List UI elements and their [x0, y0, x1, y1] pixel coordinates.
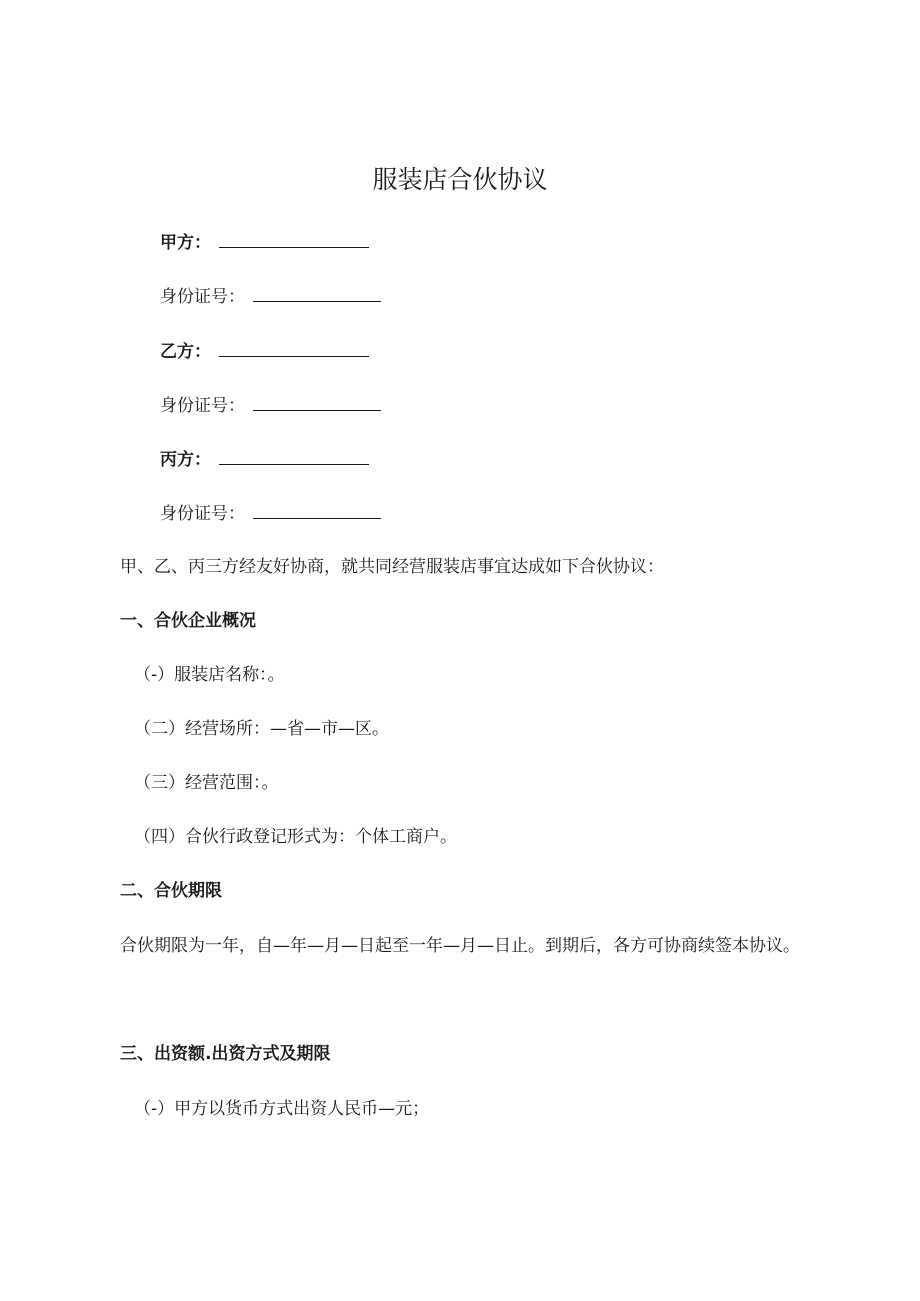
party-a-id-blank [253, 283, 381, 302]
section-2-paragraph: 合伙期限为一年，自—年—月—日起至一年—月—日止。到期后，各方可协商续签本协议。 [120, 936, 800, 956]
party-c-id-label: 身份证号： [160, 504, 245, 524]
party-c-name-blank [219, 446, 369, 465]
section-1-item-1: （-）服装店名称：。 [134, 665, 285, 685]
section-1-item-2: （二）经营场所：—省—市—区。 [134, 719, 389, 739]
party-b-id-label: 身份证号： [160, 396, 245, 416]
party-c-row [160, 446, 369, 473]
party-b-id-blank [253, 392, 381, 411]
section-1-heading: 一、合伙企业概况 [120, 611, 256, 631]
party-a-id-row [160, 283, 381, 310]
party-b-label: 乙方： [160, 342, 211, 362]
section-3-heading: 三、出资额.出资方式及期限 [120, 1044, 331, 1064]
party-a-id-label: 身份证号： [160, 287, 245, 307]
party-c-label: 丙方： [160, 450, 211, 470]
party-c-id-blank [253, 500, 381, 519]
section-2-heading: 二、合伙期限 [120, 881, 222, 901]
party-b-name-blank [219, 338, 369, 357]
intro-text: 甲、乙、丙三方经友好协商，就共同经营服装店事宜达成如下合伙协议： [120, 557, 664, 577]
party-c-id-row [160, 500, 381, 527]
party-b-id-row [160, 392, 381, 419]
section-1-item-3: （三）经营范围：。 [134, 773, 279, 793]
party-a-name-blank [219, 229, 369, 248]
party-a-label: 甲方： [160, 233, 211, 253]
party-b-row [160, 338, 369, 365]
section-3-item-1: （-）甲方以货币方式出资人民币—元； [134, 1099, 430, 1119]
document-title: 服装店合伙协议 [372, 165, 548, 194]
section-1-item-4: （四）合伙行政登记形式为：个体工商户。 [134, 827, 457, 847]
party-a-row [160, 229, 369, 256]
